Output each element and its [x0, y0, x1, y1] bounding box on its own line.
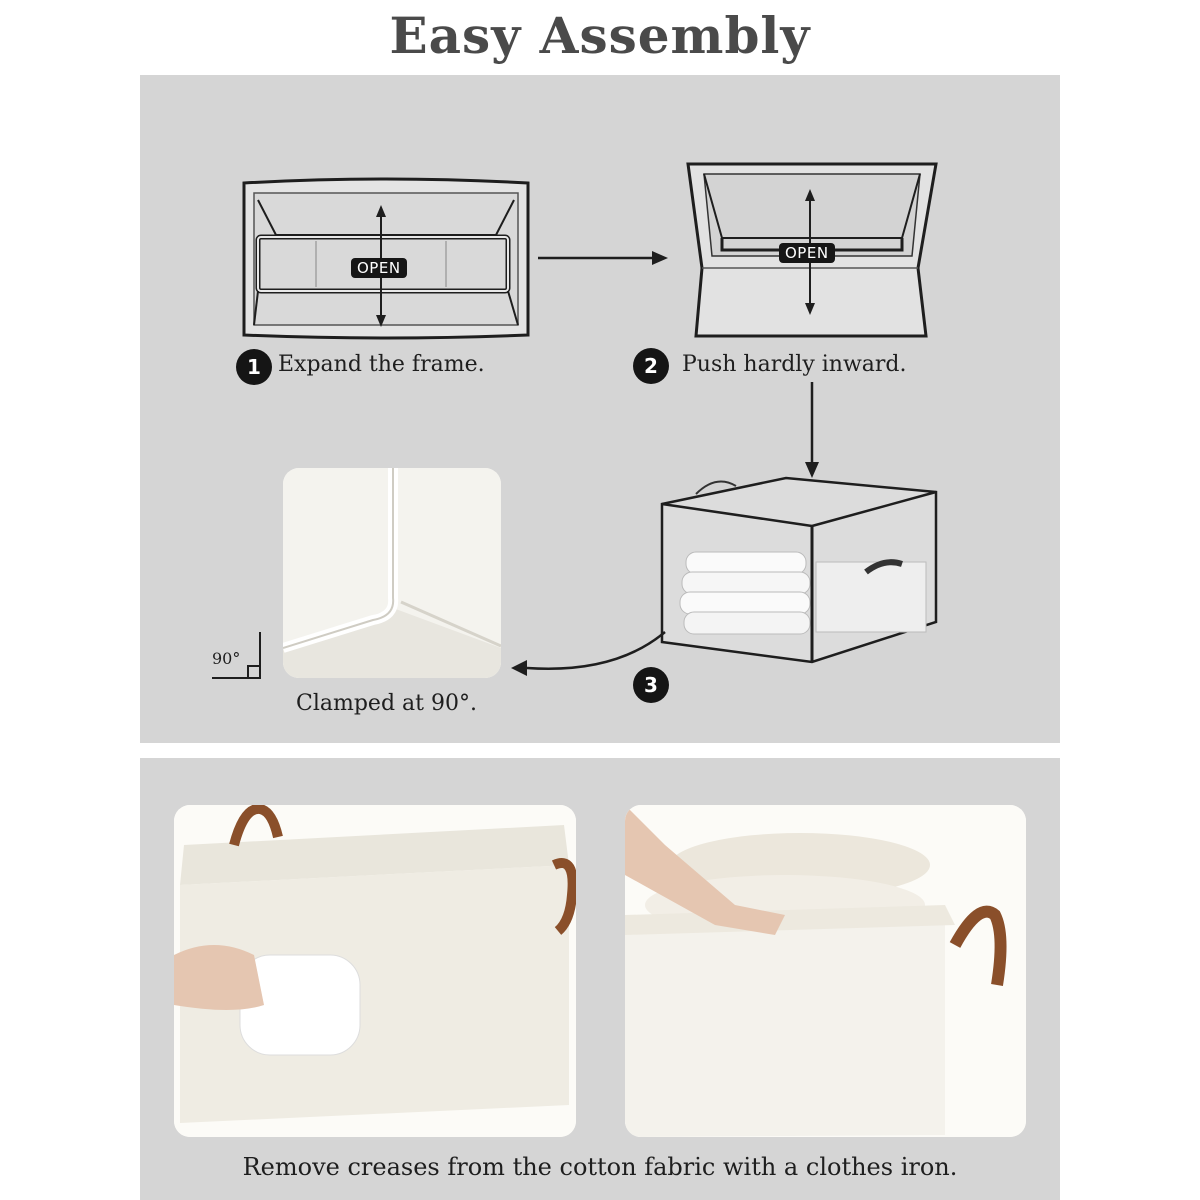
ironing-basket-photo [174, 805, 576, 1137]
arrow-down-icon [800, 380, 824, 480]
arrow-right-icon [536, 248, 670, 268]
right-angle-icon [210, 630, 266, 682]
page-title: Easy Assembly [389, 6, 811, 65]
step-2-caption: Push hardly inward. [682, 352, 907, 377]
assembled-box-illustration [656, 472, 942, 694]
bottom-caption: Remove creases from the cotton fabric with a clothes iron. [242, 1153, 958, 1181]
angle-label: 90° [212, 649, 241, 668]
step-2-number: 2 [633, 348, 669, 384]
open-badge-2: OPEN [779, 243, 835, 263]
step-1-number: 1 [236, 349, 272, 385]
open-badge-1: OPEN [351, 258, 407, 278]
step-3-caption: Clamped at 90°. [296, 691, 477, 716]
clamp-closeup-photo [283, 468, 501, 678]
step-1-caption: Expand the frame. [278, 352, 485, 377]
towels-basket-photo [625, 805, 1026, 1137]
step-3-number: 3 [633, 667, 669, 703]
